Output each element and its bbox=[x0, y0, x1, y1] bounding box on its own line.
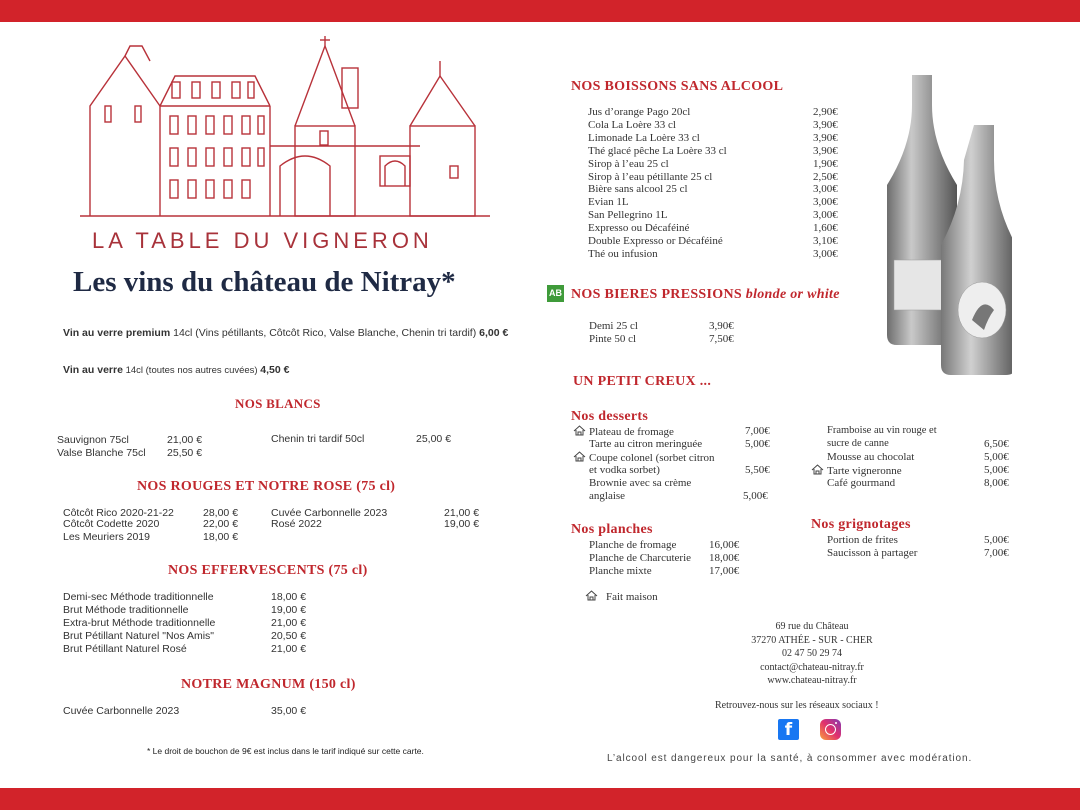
effervescents-heading: NOS EFFERVESCENTS (75 cl) bbox=[168, 563, 368, 578]
menu-item: Planche mixte bbox=[589, 565, 652, 577]
menu-price: 6,50€ bbox=[984, 438, 1009, 450]
restaurant-subtitle: LA TABLE DU VIGNERON bbox=[92, 228, 433, 253]
glass-premium-price: 6,00 € bbox=[479, 327, 509, 339]
desserts-heading: Nos desserts bbox=[571, 409, 649, 424]
menu-item: Pinte 50 cl bbox=[589, 333, 637, 345]
menu-price: 5,00€ bbox=[984, 464, 1009, 476]
petit-creux-heading: UN PETIT CREUX ... bbox=[573, 374, 712, 389]
glass-standard-line bbox=[63, 364, 289, 376]
menu-item: Portion de frites bbox=[827, 534, 898, 546]
menu-price: 3,90€ bbox=[813, 118, 838, 131]
menu-item: Evian 1L bbox=[588, 196, 629, 209]
menu-price: 3,00€ bbox=[813, 209, 838, 222]
menu-price: 21,00 € bbox=[444, 507, 480, 519]
menu-price: 25,00 € bbox=[416, 433, 452, 445]
menu-item: Planche de Charcuterie bbox=[589, 552, 692, 564]
glass-standard-price: 4,50 € bbox=[260, 364, 290, 376]
menu-item-line2: sucre de canne bbox=[827, 438, 889, 449]
grignotages-heading: Nos grignotages bbox=[811, 517, 911, 532]
fait-maison-icon bbox=[573, 451, 586, 462]
contact-block bbox=[700, 620, 924, 688]
menu-price: 21,00 € bbox=[271, 643, 307, 655]
page-title: Les vins du château de Nitray* bbox=[73, 266, 456, 298]
menu-price: 3,00€ bbox=[813, 247, 838, 260]
menu-item: Mousse au chocolat bbox=[827, 451, 915, 463]
rouges-heading: NOS ROUGES ET NOTRE ROSE (75 cl) bbox=[137, 479, 396, 494]
planches-heading: Nos planches bbox=[571, 522, 653, 537]
menu-price: 1,60€ bbox=[813, 222, 838, 235]
menu-price: 28,00 € bbox=[203, 507, 239, 519]
menu-price: 19,00 € bbox=[444, 518, 480, 530]
menu-price: 2,50€ bbox=[813, 170, 838, 183]
bio-ab-badge-icon: AB bbox=[547, 285, 564, 302]
menu-price: 35,00 € bbox=[271, 705, 307, 717]
menu-price: 7,50€ bbox=[709, 333, 734, 345]
menu-item: Demi-sec Méthode traditionnelle bbox=[63, 591, 214, 603]
magnum-heading: NOTRE MAGNUM (150 cl) bbox=[181, 677, 356, 692]
fait-maison-label: Fait maison bbox=[606, 591, 658, 603]
fait-maison-icon bbox=[811, 464, 824, 475]
menu-item: Tarte au citron meringuée bbox=[589, 438, 703, 450]
menu-price: 1,90€ bbox=[813, 157, 838, 170]
menu-price: 3,90€ bbox=[813, 144, 838, 157]
menu-item: Café gourmand bbox=[827, 477, 896, 489]
menu-price: 5,00€ bbox=[745, 438, 770, 450]
menu-price: 2,90€ bbox=[813, 106, 838, 118]
menu-item: Cuvée Carbonnelle 2023 bbox=[63, 705, 180, 717]
top-red-band bbox=[0, 0, 1080, 22]
menu-item: Cola La Loère 33 cl bbox=[588, 118, 676, 131]
menu-price: 17,00€ bbox=[709, 565, 740, 577]
menu-item: Brut Pétillant Naturel Rosé bbox=[63, 643, 187, 655]
menu-price: 21,00 € bbox=[271, 617, 307, 629]
menu-price: 3,00€ bbox=[813, 183, 838, 196]
address-line2: 37270 ATHÉE - SUR - CHER bbox=[751, 634, 873, 646]
menu-price: 7,00€ bbox=[984, 547, 1009, 559]
menu-price: 19,00 € bbox=[271, 604, 307, 616]
menu-item-label: Tarte vigneronne bbox=[827, 465, 902, 477]
menu-price: 3,00€ bbox=[813, 196, 838, 209]
menu-price: 16,00€ bbox=[709, 539, 740, 551]
bieres-heading bbox=[571, 287, 840, 303]
menu-item: Chenin tri tardif 50cl bbox=[271, 433, 365, 445]
bieres-heading-text: NOS BIERES PRESSIONS bbox=[571, 287, 742, 302]
menu-item: Sirop à l’eau pétillante 25 cl bbox=[588, 170, 713, 183]
social-text: Retrouvez-nous sur les réseaux sociaux ! bbox=[715, 700, 879, 711]
menu-price: 5,00€ bbox=[743, 490, 768, 502]
glass-standard-detail: 14cl (toutes nos autres cuvées) bbox=[122, 365, 261, 376]
facebook-icon[interactable]: f bbox=[778, 719, 799, 740]
footnote: * Le droit de bouchon de 9€ est inclus dans le tarif indiqué sur cette carte. bbox=[147, 746, 424, 756]
menu-price: 22,00 € bbox=[203, 518, 239, 530]
menu-item: Valse Blanche 75cl bbox=[57, 447, 146, 459]
instagram-icon[interactable] bbox=[820, 719, 841, 740]
menu-item bbox=[573, 451, 715, 464]
menu-price: 25,50 € bbox=[167, 447, 203, 459]
menu-item-label: Plateau de fromage bbox=[589, 426, 674, 438]
glass-premium-detail: 14cl (Vins pétillants, Côtcôt Rico, Valse Blanche, Chenin tri tardif) bbox=[170, 327, 480, 339]
menu-item: Sirop à l’eau 25 cl bbox=[588, 157, 669, 170]
menu-item: Cuvée Carbonnelle 2023 bbox=[271, 507, 388, 519]
menu-price: 5,00€ bbox=[984, 534, 1009, 546]
glass-premium-label: Vin au verre premium bbox=[63, 327, 171, 339]
menu-item: Thé ou infusion bbox=[588, 247, 658, 260]
menu-price: 7,00€ bbox=[745, 425, 770, 437]
chateau-illustration bbox=[80, 36, 490, 226]
menu-item: Framboise au vin rouge et bbox=[827, 425, 937, 436]
menu-item: Saucisson à partager bbox=[827, 547, 918, 559]
menu-item-line2: et vodka sorbet) bbox=[589, 464, 660, 476]
menu-item-label: Coupe colonel (sorbet citron bbox=[589, 452, 715, 464]
menu-item: Bière sans alcool 25 cl bbox=[588, 183, 688, 196]
menu-item: Limonade La Loère 33 cl bbox=[588, 131, 700, 144]
menu-price: 3,90€ bbox=[709, 320, 734, 332]
wine-bottles-illustration bbox=[882, 70, 1012, 380]
menu-item: Rosé 2022 bbox=[271, 518, 322, 530]
menu-item: Extra-brut Méthode traditionnelle bbox=[63, 617, 216, 629]
menu-price: 18,00€ bbox=[709, 552, 740, 564]
menu-item: Expresso ou Décaféiné bbox=[588, 222, 690, 235]
menu-item: Double Expresso or Décaféiné bbox=[588, 235, 723, 247]
bottom-red-band bbox=[0, 788, 1080, 810]
alcohol-warning: L’alcool est dangereux pour la santé, à consommer avec modération. bbox=[607, 753, 973, 764]
bieres-heading-italic: blonde or white bbox=[745, 287, 840, 302]
menu-item: Brut Méthode traditionnelle bbox=[63, 604, 189, 616]
menu-item: Les Meuriers 2019 bbox=[63, 531, 150, 543]
menu-item: Brut Pétillant Naturel "Nos Amis" bbox=[63, 630, 215, 642]
menu-item: Côtcôt Codette 2020 bbox=[63, 518, 160, 530]
phone: 02 47 50 29 74 bbox=[782, 648, 842, 659]
fait-maison-legend bbox=[585, 590, 658, 603]
menu-price: 8,00€ bbox=[984, 477, 1009, 489]
menu-price: 18,00 € bbox=[271, 591, 307, 603]
menu-item: Demi 25 cl bbox=[589, 320, 638, 332]
glass-standard-label: Vin au verre bbox=[63, 364, 123, 376]
fait-maison-icon bbox=[573, 425, 586, 436]
menu-item: Sauvignon 75cl bbox=[57, 434, 129, 446]
glass-premium-line bbox=[63, 327, 508, 339]
address-line1: 69 rue du Château bbox=[775, 621, 849, 632]
menu-price: 21,00 € bbox=[167, 434, 203, 446]
blancs-heading: NOS BLANCS bbox=[235, 396, 321, 411]
menu-item: Brownie avec sa crème bbox=[589, 477, 692, 489]
menu-price: 20,50 € bbox=[271, 630, 307, 642]
menu-item: Jus d’orange Pago 20cl bbox=[588, 106, 691, 118]
fait-maison-icon bbox=[585, 590, 598, 601]
menu-item: Planche de fromage bbox=[589, 539, 677, 551]
menu-item: Côtcôt Rico 2020-21-22 bbox=[63, 507, 174, 519]
email-link[interactable]: contact@chateau-nitray.fr bbox=[760, 661, 864, 673]
menu-price: 18,00 € bbox=[203, 531, 239, 543]
menu-item: San Pellegrino 1L bbox=[588, 209, 668, 222]
menu-item: Thé glacé pêche La Loère 33 cl bbox=[588, 144, 727, 157]
menu-price: 5,00€ bbox=[984, 451, 1009, 463]
menu-item bbox=[573, 425, 674, 438]
menu-price: 3,90€ bbox=[813, 131, 838, 144]
website-link[interactable]: www.chateau-nitray.fr bbox=[767, 675, 857, 686]
menu-item-line2: anglaise bbox=[589, 490, 626, 502]
sans-alcool-heading: NOS BOISSONS SANS ALCOOL bbox=[571, 79, 784, 94]
menu-price: 5,50€ bbox=[745, 464, 770, 476]
menu-item bbox=[811, 464, 902, 477]
menu-price: 3,10€ bbox=[813, 235, 838, 247]
